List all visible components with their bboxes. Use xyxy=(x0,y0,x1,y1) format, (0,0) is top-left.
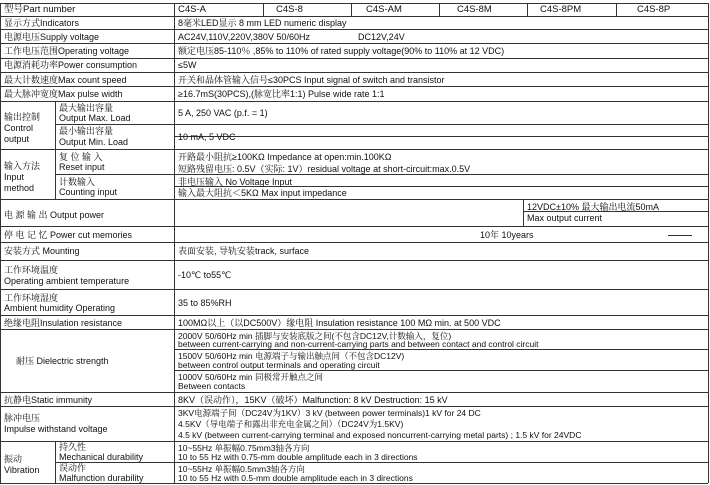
row-line xyxy=(0,441,708,442)
dielectric-label: 耐压 Dielectric strength xyxy=(16,356,109,366)
impulse-line1: 3KV电源端子间（DC24V为1KV）3 kV (between power terminals)1 kV for 24 DC xyxy=(178,408,481,418)
operating-value: 额定电压85-110％ ,85% to 110% of rated supply voltage(90% to 110% at 12 VDC) xyxy=(178,46,505,56)
row-line xyxy=(0,199,708,200)
malfunction-durability-line2: 10 to 55 Hz with 0.5-mm double amplitude each in 3 directions xyxy=(178,473,413,483)
dielectric-line2: between current-carrying and non-current-carrying parts and between contact and control circuit xyxy=(178,339,539,349)
malfunction-durability-cn: 误动作 xyxy=(59,463,87,473)
row-line xyxy=(0,289,708,290)
output-min-cn: 最小输出容量 xyxy=(59,126,114,136)
max-count-label: 最大计数速度Max count speed xyxy=(4,75,127,85)
control-output-label-en2: output xyxy=(4,134,30,144)
mechanical-durability-en: Mechanical durability xyxy=(59,452,144,462)
malfunction-durability-en: Malfunction durability xyxy=(59,473,144,483)
col-line xyxy=(523,199,524,226)
dielectric-line5: 1000V 50/60Hz min 同极常开触点之间 xyxy=(178,372,324,382)
model-c4s-8m: C4S-8M xyxy=(457,4,492,15)
input-method-label-cn: 输入方法 xyxy=(4,161,41,171)
dielectric-line6: Between contacts xyxy=(178,381,246,391)
row-line xyxy=(0,101,708,102)
impulse-line3: 4.5 kV (between current-carrying terminal and exposed noncurrent-carrying metal parts) ; 1.5 kV for 24VDC xyxy=(178,430,582,440)
row-line xyxy=(0,315,708,316)
dielectric-line4: between control output terminals and operating circuit xyxy=(178,360,380,370)
row-line xyxy=(55,124,708,125)
header-col-line xyxy=(527,3,528,16)
control-output-label-en1: Control xyxy=(4,123,34,133)
control-output-label-cn: 输出控制 xyxy=(4,112,41,122)
header-col-line xyxy=(616,3,617,16)
ambient-temp-value: -10℃ to55℃ xyxy=(178,270,232,280)
counting-input-line1: 非电压输入 No Voltage Input xyxy=(178,177,293,187)
model-c4s-8pm: C4S-8PM xyxy=(540,4,582,15)
mounting-label: 安装方式 Mounting xyxy=(4,246,80,256)
col-line xyxy=(0,3,1,483)
ambient-temp-label-en: Operating ambient temperature xyxy=(4,276,130,286)
vibration-label-en: Vibration xyxy=(4,465,40,475)
row-line xyxy=(0,226,708,227)
malfunction-durability-line1: 10~55Hz 单振幅0.5mm3轴各方向 xyxy=(178,464,305,474)
memory-value: 10年 10years xyxy=(480,230,534,240)
header-col-line xyxy=(263,3,264,16)
row-line xyxy=(0,29,708,30)
row-line xyxy=(0,149,708,150)
col-line xyxy=(55,101,56,199)
mounting-value: 表面安装, 导轨安装track, surface xyxy=(178,246,310,256)
row-line xyxy=(0,72,708,73)
sub-line xyxy=(174,349,708,350)
row-line xyxy=(55,462,708,463)
max-pulse-label: 最大脉冲宽度Max pulse width xyxy=(4,89,123,99)
output-min-value: 10 mA, 5 VDC xyxy=(178,132,236,142)
row-line xyxy=(0,3,708,4)
max-pulse-value: ≥16.7mS(30PCS),(脉宽比率1:1) Pulse wide rate 1:1 xyxy=(178,89,385,99)
dielectric-line1: 2000V 50/60Hz min 插脚与安装底版之间(不包含DC12V,计数输入，复位) xyxy=(178,331,452,341)
row-line xyxy=(0,329,708,330)
row-line xyxy=(0,392,708,393)
vibration-label-cn: 振动 xyxy=(4,454,23,464)
output-min-en: Output Min. Load xyxy=(59,137,129,147)
output-max-en: Output Max. Load xyxy=(59,113,131,123)
counting-input-en: Counting input xyxy=(59,187,118,197)
reset-input-en: Reset input xyxy=(59,162,105,172)
impulse-label-cn: 脉冲电压 xyxy=(4,413,41,423)
row-line xyxy=(0,406,708,407)
power-output-label: 电 源 输 出 Output power xyxy=(4,210,105,220)
mechanical-durability-cn: 持久性 xyxy=(59,442,87,452)
power-output-value2: Max output current xyxy=(527,213,603,223)
part-number-label: 型号Part number xyxy=(4,4,76,15)
ambient-humidity-value: 35 to 85%RH xyxy=(178,298,232,308)
indicators-value: 8毫米LED显示 8 mm LED numeric display xyxy=(178,18,347,28)
supply-ac-value: AC24V,110V,220V,380V 50/60Hz xyxy=(178,32,310,42)
model-c4s-8: C4S-8 xyxy=(276,4,303,15)
model-c4s-a: C4S-A xyxy=(178,4,206,15)
output-max-value: 5 A, 250 VAC (p.f. = 1) xyxy=(178,108,268,118)
impulse-label-en: Impulse withstand voltage xyxy=(4,424,108,434)
indicators-label: 显示方式Indicators xyxy=(4,18,80,28)
counting-input-cn: 计数输入 xyxy=(59,177,96,187)
col-line xyxy=(174,3,175,483)
row-line xyxy=(0,16,708,17)
power-label: 电源消耗功率Power consumption xyxy=(4,60,138,70)
col-line xyxy=(55,441,56,483)
ambient-temp-label-cn: 工作环境温度 xyxy=(4,265,59,275)
insulation-value: 100MΩ以上（以DC500V）缘电阻 Insulation resistance 100 MΩ min. at 500 VDC xyxy=(178,318,501,328)
input-method-label-en2: method xyxy=(4,183,35,193)
insulation-label: 绝缘电阻Insulation resistance xyxy=(4,318,123,328)
model-c4s-am: C4S-AM xyxy=(366,4,402,15)
operating-label: 工作电压范围Operating voltage xyxy=(4,46,130,56)
row-line xyxy=(0,86,708,87)
max-count-value: 开关和晶体管输入信号≤30PCS Input signal of switch and transistor xyxy=(178,75,445,85)
memory-label: 停 电 记 忆 Power cut memories xyxy=(4,230,133,240)
static-value: 8KV（误动作），15KV（破坏）Malfunction: 8 kV Destruction: 15 kV xyxy=(178,395,448,405)
input-method-label-en1: Input xyxy=(4,172,25,182)
row-line xyxy=(0,43,708,44)
header-col-line xyxy=(439,3,440,16)
row-line xyxy=(0,58,708,59)
dielectric-line3: 1500V 50/60Hz min 电源端子与输出触点间（不包含DC12V) xyxy=(178,351,405,361)
power-value: ≤5W xyxy=(178,60,197,70)
row-line xyxy=(0,260,708,261)
supply-label: 电源电压Supply voltage xyxy=(4,32,100,42)
ambient-humidity-label-en: Ambient humidity Operating xyxy=(4,303,116,313)
memory-dash xyxy=(668,235,692,236)
sub-line xyxy=(174,136,708,137)
model-c4s-8p: C4S-8P xyxy=(637,4,671,15)
reset-input-line2: 短路残留电压: 0.5V（实际: 1V）residual voltage at short-circuit:max.0.5V xyxy=(178,164,471,174)
counting-input-line2: 输入最大阻抗＜5KΩ Max input impedance xyxy=(178,188,347,198)
col-line xyxy=(708,3,709,483)
sub-line xyxy=(174,370,708,371)
static-label: 抗静电Static immunity xyxy=(4,395,93,405)
header-col-line xyxy=(351,3,352,16)
supply-dc-value: DC12V,24V xyxy=(358,32,405,42)
row-line xyxy=(0,483,708,484)
ambient-humidity-label-cn: 工作环境湿度 xyxy=(4,293,59,303)
impulse-line2: 4.5KV（导电端子和露出非充电金属之间）（DC24V为1.5KV) xyxy=(178,419,404,429)
row-line xyxy=(55,174,708,175)
reset-input-line1: 开路最小阻抗≥100KΩ Impedance at open:min.100KΩ xyxy=(178,152,392,162)
mechanical-durability-line1: 10~55Hz 单振幅0.75mm3轴各方向 xyxy=(178,443,310,453)
reset-input-cn: 复 位 输 入 xyxy=(59,152,103,162)
row-line xyxy=(0,242,708,243)
mechanical-durability-line2: 10 to 55 Hz with 0.75-mm double amplitude each in 3 directions xyxy=(178,452,418,462)
output-max-cn: 最大输出容量 xyxy=(59,103,114,113)
power-output-value1: 12VDC±10% 最大输出电流50mA xyxy=(527,202,659,212)
